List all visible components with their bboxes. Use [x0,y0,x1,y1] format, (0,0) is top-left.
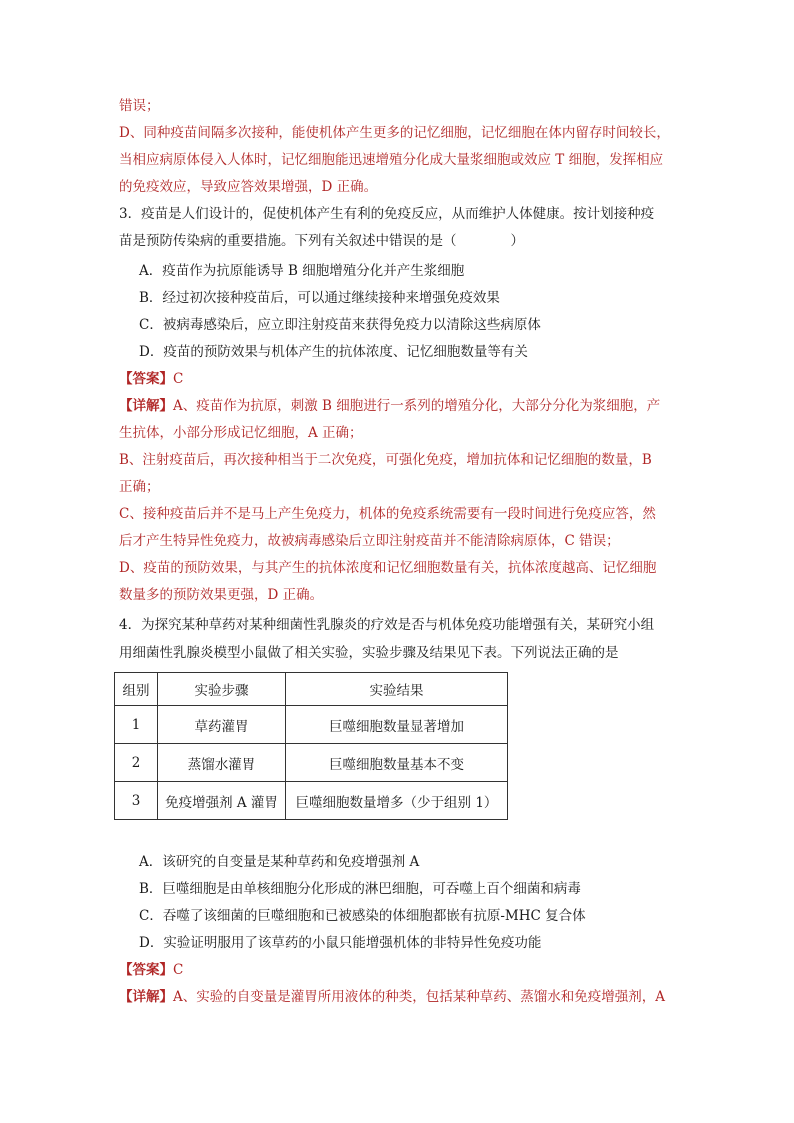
answer-value: C [173,371,184,387]
q3-explain-line-4: 正确； [119,479,160,495]
table-header-cell: 实验步骤 [158,673,286,706]
table-cell: 巨噬细胞数量基本不变 [286,744,508,782]
table-cell: 1 [115,706,158,744]
table-row [115,706,508,744]
q3-explain-line-6: 后才产生特异性免疫力，故被病毒感染后立即注射疫苗并不能清除病原体，C 错误； [119,533,620,549]
q3-answer [119,369,183,389]
q4-option-b: B．巨噬细胞是由单核细胞分化形成的淋巴细胞，可吞噬上百个细菌和病毒 [139,881,581,897]
q3-option-a: A．疫苗作为抗原能诱导 B 细胞增殖分化并产生浆细胞 [139,263,465,279]
table-row [115,744,508,782]
explain-label: 【详解】 [119,398,173,414]
table-row [115,782,508,820]
q4-option-a: A．该研究的自变量是某种草药和免疫增强剂 A [139,854,420,870]
q3-option-d: D．疫苗的预防效果与机体产生的抗体浓度、记忆细胞数量等有关 [139,344,528,360]
q3-stem-line-2: 苗是预防传染病的重要措施。下列有关叙述中错误的是（ ） [119,233,524,249]
q3-explain-line-2: 生抗体，小部分形成记忆细胞，A 正确； [119,425,363,441]
table-cell: 免疫增强剂 A 灌胃 [158,782,286,820]
answer-label: 【答案】 [119,371,173,387]
explain-text: A、疫苗作为抗原，刺激 B 细胞进行一系列的增殖分化，大部分分化为浆细胞，产 [173,398,661,414]
q4-stem-line-2: 用细菌性乳腺炎模型小鼠做了相关实验，实验步骤及结果见下表。下列说法正确的是 [119,645,619,661]
table-cell: 巨噬细胞数量增多（少于组别 1） [286,782,508,820]
table-cell: 3 [115,782,158,820]
q3-stem-line-1: 3．疫苗是人们设计的，促使机体产生有利的免疫反应，从而维护人体健康。按计划接种疫 [119,206,655,222]
answer-label: 【答案】 [119,962,173,978]
table-header-cell: 实验结果 [286,673,508,706]
experiment-table [114,672,508,820]
q3-option-b: B．经过初次接种疫苗后，可以通过继续接种来增强免疫效果 [139,290,500,306]
q4-option-d: D．实验证明服用了该草药的小鼠只能增强机体的非特异性免疫功能 [139,935,542,951]
q3-option-c: C．被病毒感染后，应立即注射疫苗来获得免疫力以清除这些病原体 [139,317,541,333]
q4-answer [119,960,183,980]
table-cell: 巨噬细胞数量显著增加 [286,706,508,744]
prev-d-line-1: D、同种疫苗间隔多次接种，能使机体产生更多的记忆细胞，记忆细胞在体内留存时间较长， [119,125,670,141]
answer-value: C [173,962,184,978]
q3-explain-line-1 [119,396,660,416]
q3-explain-line-8: 数量多的预防效果更强，D 正确。 [119,587,324,603]
q3-explain-line-3: B、注射疫苗后，再次接种相当于二次免疫，可强化免疫，增加抗体和记忆细胞的数量，B [119,452,652,468]
q4-option-c: C．吞噬了该细菌的巨噬细胞和已被感染的体细胞都嵌有抗原-MHC 复合体 [139,908,586,924]
prev-d-line-3: 的免疫效应，导致应答效果增强，D 正确。 [119,179,378,195]
table-header-row [115,673,508,706]
q3-explain-line-7: D、疫苗的预防效果，与其产生的抗体浓度和记忆细胞数量有关，抗体浓度越高、记忆细胞 [119,560,657,576]
explain-text: A、实验的自变量是灌胃所用液体的种类，包括某种草药、蒸馏水和免疫增强剂，A [173,989,665,1005]
prev-d-line-2: 当相应病原体侵入人体时，记忆细胞能迅速增殖分化成大量浆细胞或效应 T 细胞，发挥相应 [119,152,664,168]
table-cell: 草药灌胃 [158,706,286,744]
explain-label: 【详解】 [119,989,173,1005]
table-header-cell: 组别 [115,673,158,706]
q4-explain-line-1 [119,987,665,1007]
table-cell: 2 [115,744,158,782]
q3-explain-line-5: C、接种疫苗后并不是马上产生免疫力，机体的免疫系统需要有一段时间进行免疫应答，然 [119,506,656,522]
prev-text-line: 错误； [119,98,160,114]
q4-stem-line-1: 4．为探究某种草药对某种细菌性乳腺炎的疗效是否与机体免疫功能增强有关，某研究小组 [119,617,655,633]
table-cell: 蒸馏水灌胃 [158,744,286,782]
